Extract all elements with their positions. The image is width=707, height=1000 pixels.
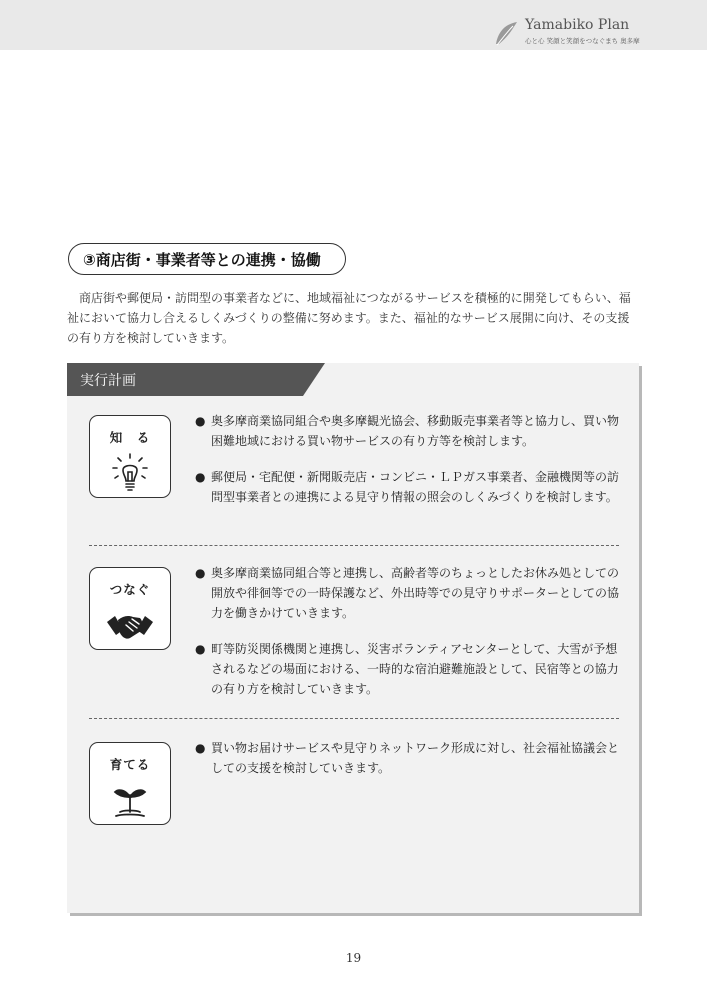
intro-paragraph: 商店街や郵便局・訪問型の事業者などに、地域福祉につながるサービスを積極的に開発してもらい、福祉において協力し合えるしくみづくりの整備に努めます。また、福祉的なサービス展開に向け、その支援の有り方を検討していきます。 [67, 291, 631, 345]
logo [493, 17, 683, 50]
logo-title: Yamabiko Plan [525, 17, 630, 33]
header-band [0, 0, 707, 50]
bullets-tsunagu [195, 563, 625, 715]
bullet-item: ● 奥多摩商業協同組合や奥多摩観光協会、移動販売事業者等と協力し、買い物困難地域における買い物サービスの有り方等を検討します。 [195, 411, 625, 451]
bullet-item: ● 奥多摩商業協同組合等と連携し、高齢者等のちょっとしたお休み処としての開放や徘徊等での一時保護など、外出時等での見守りサポーターとしての協力を働きかけていきます。 [195, 563, 625, 623]
icon-box-tsunagu [89, 567, 171, 650]
dashed-divider [89, 718, 619, 719]
bullet-item: ● 町等防災関係機関と連携し、災害ボランティアセンターとして、大雪が予想されるなどの場面における、一時的な宿泊避難施設として、民宿等との協力の有り方を検討していきます。 [195, 639, 625, 699]
plan-row-shiru [67, 411, 639, 541]
icon-label-sodateru: 育てる [109, 757, 151, 772]
dashed-divider [89, 545, 619, 546]
section-heading-text: ③商店街・事業者等との連携・協働 [83, 251, 321, 269]
page-number: 19 [345, 951, 362, 965]
plan-row-sodateru [67, 738, 639, 838]
bullet-item: ● 買い物お届けサービスや見守りネットワーク形成に対し、社会福祉協議会としての支援を検討していきます。 [195, 738, 625, 778]
plan-row-tsunagu [67, 563, 639, 713]
plan-panel [67, 363, 639, 913]
bullet-item: ● 郵便局・宅配便・新聞販売店・コンビニ・ＬＰガス事業者、金融機関等の訪問型事業者との連携による見守り情報の照会のしくみづくりを検討します。 [195, 467, 625, 507]
handshake-icon [106, 604, 154, 644]
icon-label-shiru: 知 る [109, 430, 151, 445]
logo-subtitle: 心と心 笑顔と笑顔をつなぐまち 奥多摩 [525, 37, 640, 45]
icon-box-shiru [89, 415, 171, 498]
section-heading [68, 243, 346, 275]
bullets-shiru [195, 411, 625, 523]
plan-tab-label: 実行計画 [80, 373, 136, 389]
sprout-icon [106, 779, 154, 819]
lightbulb-icon [106, 452, 154, 492]
leaf-logo-icon [493, 20, 519, 48]
icon-box-sodateru [89, 742, 171, 825]
icon-label-tsunagu: つなぐ [109, 582, 151, 597]
bullets-sodateru [195, 738, 625, 794]
